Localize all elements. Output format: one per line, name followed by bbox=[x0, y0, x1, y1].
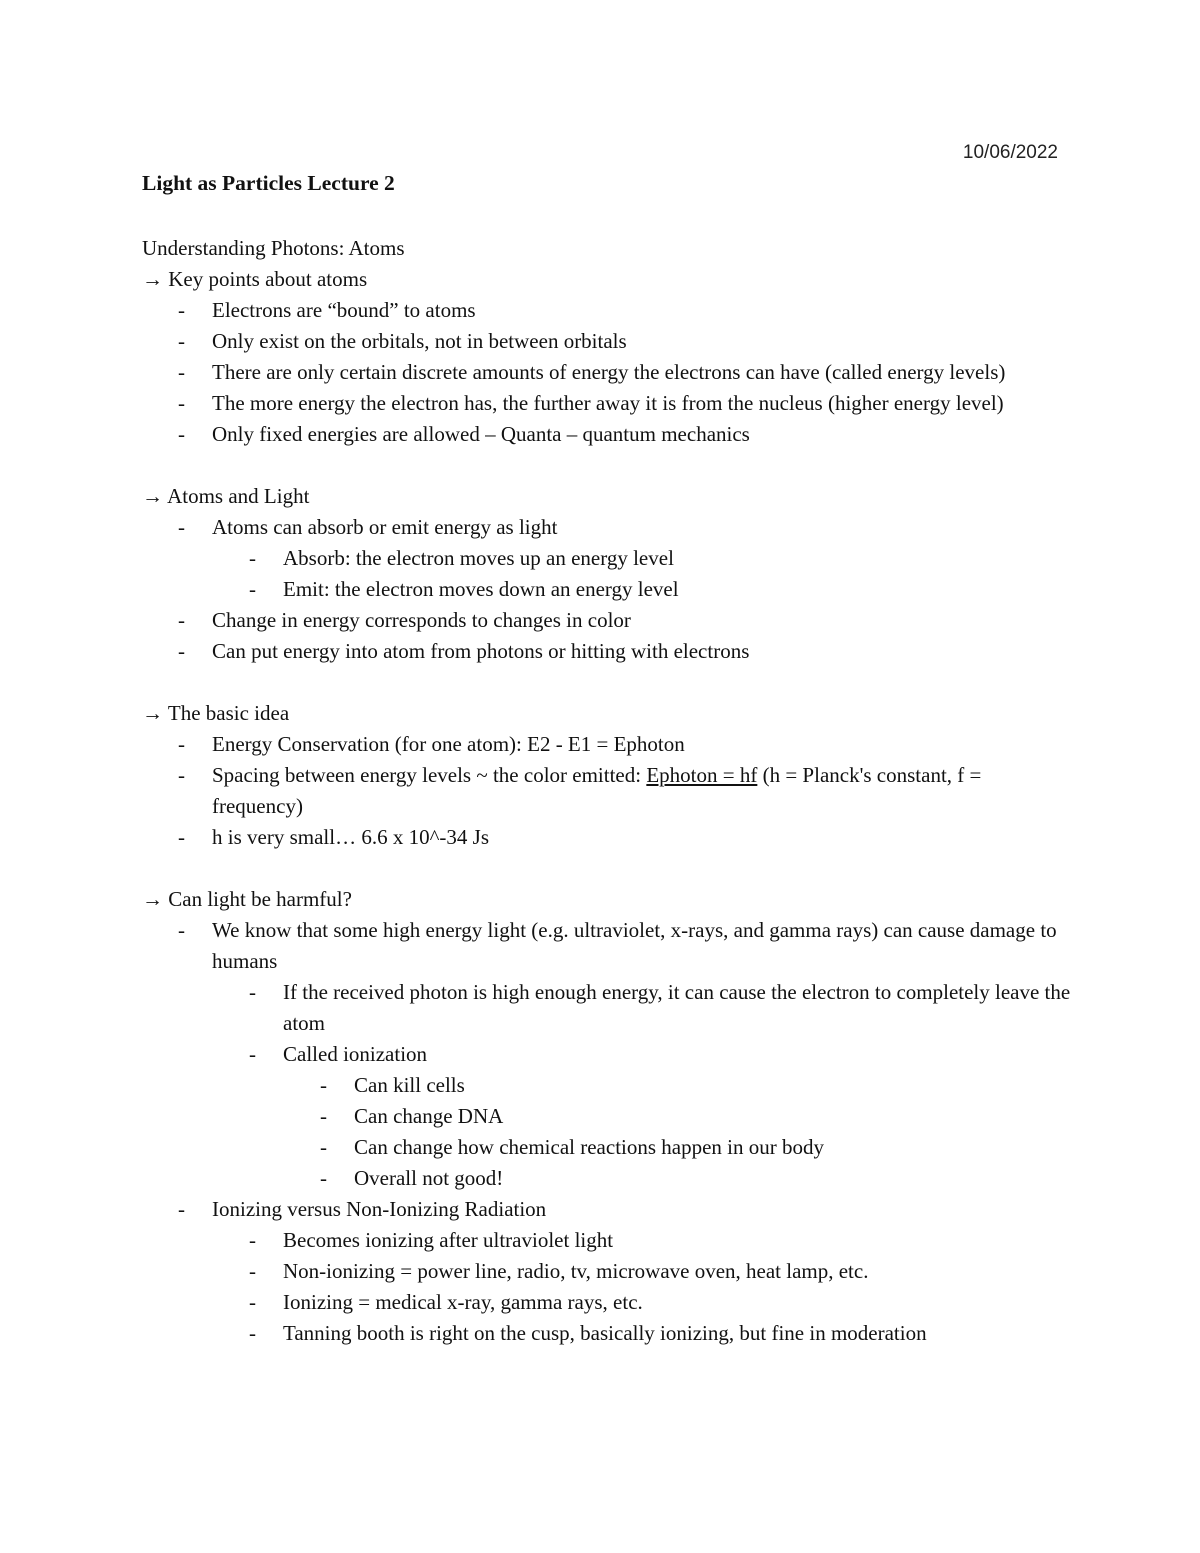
spacer bbox=[142, 853, 1072, 884]
spacer bbox=[142, 667, 1072, 698]
list-item: - If the received photon is high enough energy, it can cause the electron to completely leave the atom bbox=[142, 977, 1072, 1039]
bullet: - bbox=[178, 732, 185, 756]
list-item: - Non-ionizing = power line, radio, tv, microwave oven, heat lamp, etc. bbox=[142, 1256, 1072, 1287]
page-title: Light as Particles Lecture 2 bbox=[142, 171, 395, 195]
list-item: - Can put energy into atom from photons or hitting with electrons bbox=[142, 636, 1072, 667]
bullet: - bbox=[178, 298, 185, 322]
bullet: - bbox=[320, 1073, 327, 1097]
bullet: - bbox=[178, 360, 185, 384]
list-item: - Spacing between energy levels ~ the color emitted: Ephoton = hf (h = Planck's constant, f = frequency) bbox=[142, 760, 1072, 822]
list-item: - h is very small… 6.6 x 10^-34 Js bbox=[142, 822, 1072, 853]
section-header: → Key points about atoms bbox=[142, 267, 368, 291]
list-item: - Emit: the electron moves down an energy level bbox=[142, 574, 1072, 605]
bullet: - bbox=[320, 1166, 327, 1190]
list-item: - Ionizing versus Non-Ionizing Radiation bbox=[142, 1194, 1072, 1225]
section-header: → Atoms and Light bbox=[142, 484, 310, 508]
bullet: - bbox=[320, 1104, 327, 1128]
bullet: - bbox=[178, 391, 185, 415]
bullet: - bbox=[178, 639, 185, 663]
date: 10/06/2022 bbox=[962, 142, 1058, 163]
list-item: - Only fixed energies are allowed – Quanta – quantum mechanics bbox=[142, 419, 1072, 450]
formula: Ephoton = hf bbox=[646, 763, 758, 787]
heading: Understanding Photons: Atoms bbox=[142, 236, 405, 260]
list-item: - Only exist on the orbitals, not in between orbitals bbox=[142, 326, 1072, 357]
bullet: - bbox=[178, 825, 185, 849]
list-item: - Ionizing = medical x-ray, gamma rays, etc. bbox=[142, 1287, 1072, 1318]
bullet: - bbox=[178, 918, 185, 942]
bullet: - bbox=[178, 329, 185, 353]
bullet: - bbox=[249, 1228, 256, 1252]
list-item: - Can change how chemical reactions happen in our body bbox=[142, 1132, 1072, 1163]
bullet: - bbox=[249, 1042, 256, 1066]
bullet: - bbox=[249, 577, 256, 601]
bullet: - bbox=[249, 1290, 256, 1314]
notes-body bbox=[142, 233, 1072, 1349]
list-item: - The more energy the electron has, the further away it is from the nucleus (higher energy level) bbox=[142, 388, 1072, 419]
bullet: - bbox=[249, 980, 256, 1004]
list-item: - Absorb: the electron moves up an energy level bbox=[142, 543, 1072, 574]
list-item: - Atoms can absorb or emit energy as light bbox=[142, 512, 1072, 543]
section-header: → Can light be harmful? bbox=[142, 887, 352, 911]
section-header: → The basic idea bbox=[142, 701, 290, 725]
list-item: - There are only certain discrete amounts of energy the electrons can have (called energy levels) bbox=[142, 357, 1072, 388]
list-item: - Becomes ionizing after ultraviolet light bbox=[142, 1225, 1072, 1256]
list-item: - Overall not good! bbox=[142, 1163, 1072, 1194]
bullet: - bbox=[178, 1197, 185, 1221]
spacer bbox=[142, 450, 1072, 481]
list-item: - Called ionization bbox=[142, 1039, 1072, 1070]
bullet: - bbox=[249, 546, 256, 570]
list-item: - Tanning booth is right on the cusp, basically ionizing, but fine in moderation bbox=[142, 1318, 1072, 1349]
bullet: - bbox=[178, 422, 185, 446]
list-item: - Can kill cells bbox=[142, 1070, 1072, 1101]
list-item: - Electrons are “bound” to atoms bbox=[142, 295, 1072, 326]
list-item: - Energy Conservation (for one atom): E2 - E1 = Ephoton bbox=[142, 729, 1072, 760]
list-item: - Change in energy corresponds to changes in color bbox=[142, 605, 1072, 636]
bullet: - bbox=[249, 1321, 256, 1345]
bullet: - bbox=[249, 1259, 256, 1283]
list-item: - We know that some high energy light (e.g. ultraviolet, x-rays, and gamma rays) can cause damage to humans bbox=[142, 915, 1072, 977]
list-item: - Can change DNA bbox=[142, 1101, 1072, 1132]
bullet: - bbox=[178, 515, 185, 539]
bullet: - bbox=[178, 763, 185, 787]
bullet: - bbox=[320, 1135, 327, 1159]
bullet: - bbox=[178, 608, 185, 632]
